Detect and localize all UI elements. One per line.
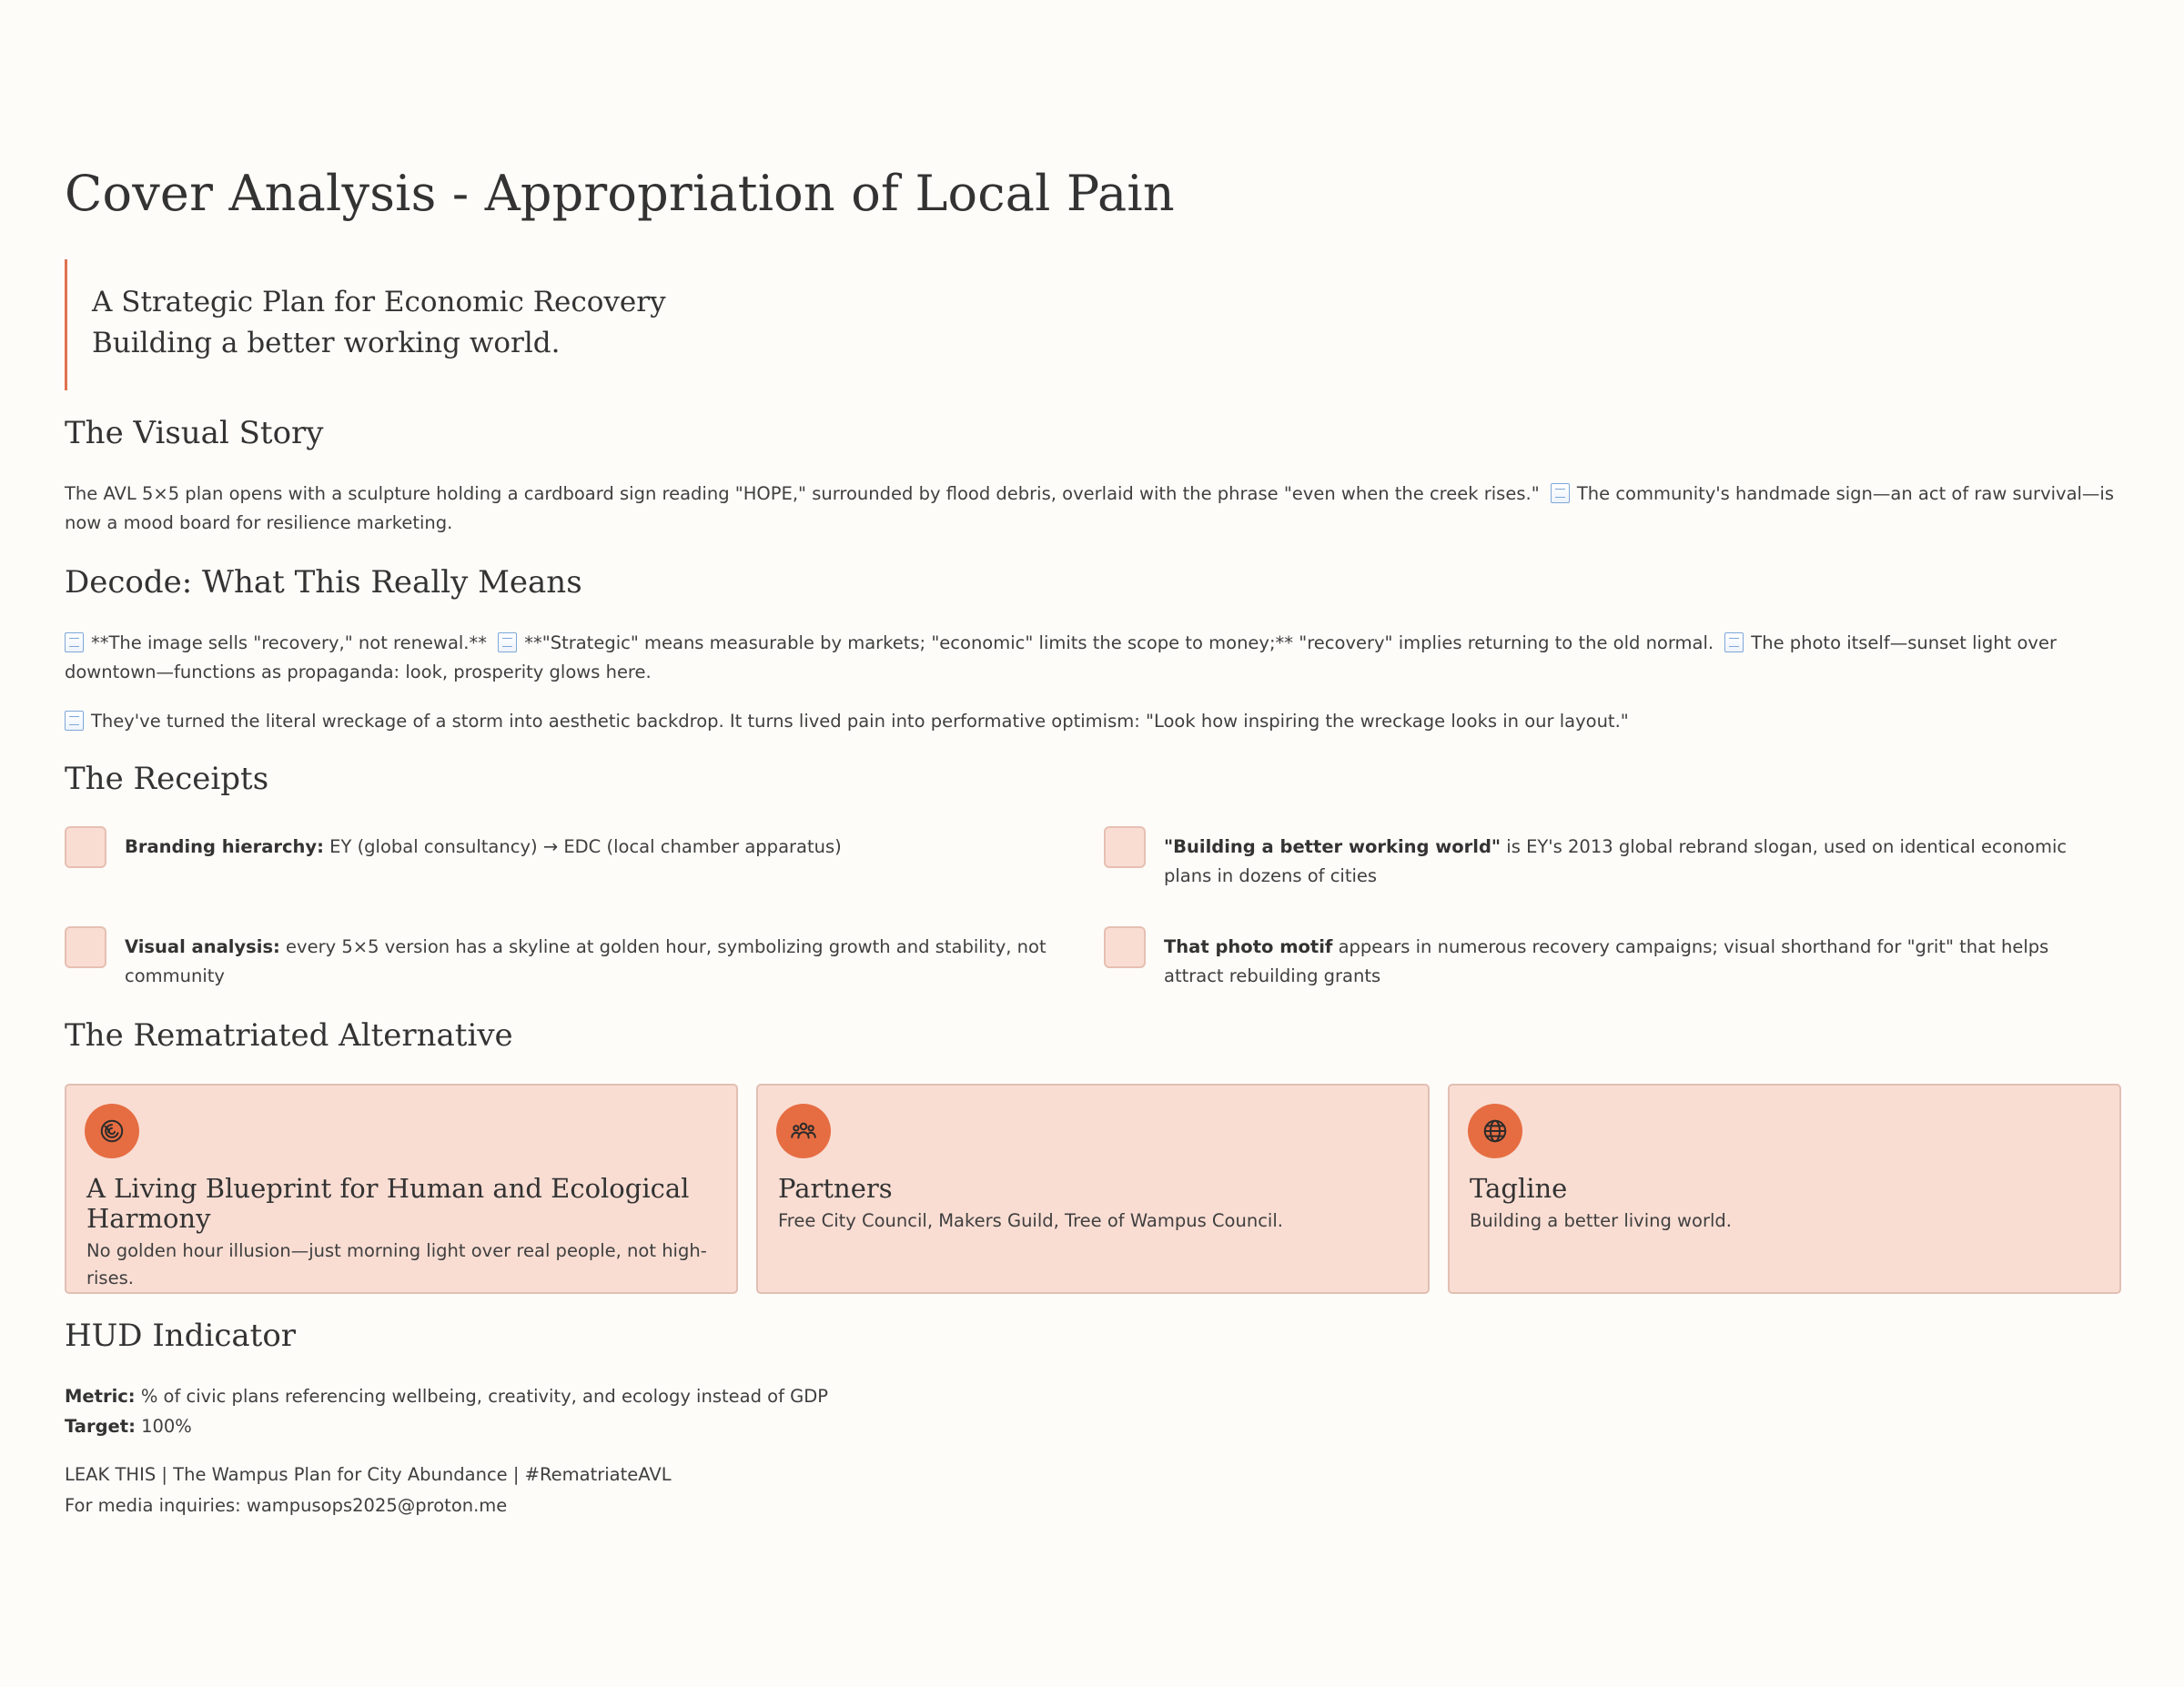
heading-receipts: The Receipts — [65, 761, 269, 797]
decode-paragraph-2-text: They've turned the literal wreckage of a storm into aesthetic backdrop. It turns lived pain into performative optimism: "Look how inspiring the wreckage looks in our layout." — [91, 711, 1629, 732]
target-value: 100% — [135, 1416, 192, 1437]
receipt-label: That photo motif — [1164, 936, 1333, 957]
note-glyph-icon — [1724, 632, 1744, 652]
heading-visual-story: The Visual Story — [65, 415, 324, 451]
receipt-item — [65, 826, 1075, 862]
footer-contact-line: For media inquiries: wampusops2025@proton.me — [65, 1495, 508, 1516]
receipt-label: Visual analysis: — [125, 936, 280, 957]
footer-leak-line: LEAK THIS | The Wampus Plan for City Abundance | #RematriateAVL — [65, 1464, 672, 1485]
metric-label: Metric: — [65, 1386, 136, 1407]
card-body: Free City Council, Makers Guild, Tree of Wampus Council. — [778, 1210, 1283, 1231]
heading-decode: Decode: What This Really Means — [65, 564, 582, 601]
cover-quote — [65, 259, 666, 390]
receipt-item — [65, 926, 1075, 991]
receipt-detail: is EY's 2013 global rebrand slogan, used on identical economic plans in dozens of cities — [1164, 836, 2068, 886]
decode-paragraph-2 — [65, 707, 2121, 736]
note-glyph-icon — [1551, 483, 1570, 503]
receipt-label: Branding hierarchy: — [125, 836, 324, 857]
alternative-card-tagline — [1448, 1084, 2121, 1294]
hud-target — [65, 1411, 192, 1441]
card-title: Partners — [778, 1173, 893, 1204]
decode-claim-3: The photo itself—sunset light over downtown—functions as propaganda: look, prosperity glows here. — [65, 632, 2057, 682]
card-title: A Living Blueprint for Human and Ecological Harmony — [86, 1173, 690, 1234]
checkbox[interactable] — [1104, 926, 1146, 968]
people-icon — [776, 1104, 831, 1158]
receipt-label: "Building a better working world" — [1164, 836, 1502, 857]
target-label: Target: — [65, 1416, 136, 1437]
receipt-detail: EY (global consultancy) → EDC (local chamber apparatus) — [323, 836, 842, 857]
quote-line-2: Building a better working world. — [92, 327, 561, 359]
decode-claim-2: **"Strategic" means measurable by markets; "economic" limits the scope to money;** "recovery" implies returning to the old normal. — [524, 632, 1714, 653]
receipt-item — [1104, 826, 2114, 891]
receipt-text — [125, 826, 1075, 862]
eco-swirl-icon — [85, 1104, 139, 1158]
checkbox[interactable] — [65, 826, 106, 868]
note-glyph-icon — [65, 711, 84, 731]
visual-story-text — [65, 480, 2121, 538]
receipt-text — [125, 926, 1075, 991]
page-title: Cover Analysis - Appropriation of Local Pain — [65, 165, 1175, 222]
receipt-text — [1164, 826, 2114, 891]
checkbox[interactable] — [1104, 826, 1146, 868]
card-body: Building a better living world. — [1470, 1210, 1732, 1231]
visual-story-text-2: The community's handmade sign—an act of raw survival—is now a mood board for resilience marketing. — [65, 483, 2115, 533]
receipt-detail: every 5×5 version has a skyline at golden hour, symbolizing growth and stability, not community — [125, 936, 1046, 986]
heading-hud: HUD Indicator — [65, 1318, 297, 1354]
metric-value: % of civic plans referencing wellbeing, creativity, and ecology instead of GDP — [135, 1386, 829, 1407]
checkbox[interactable] — [65, 926, 106, 968]
alternative-card-partners — [756, 1084, 1430, 1294]
card-body: No golden hour illusion—just morning light over real people, not high-rises. — [86, 1240, 707, 1288]
alternative-card-blueprint — [65, 1084, 738, 1294]
note-glyph-icon — [498, 632, 517, 652]
visual-story-text-1: The AVL 5×5 plan opens with a sculpture holding a cardboard sign reading "HOPE," surrounded by flood debris, overlaid with the phrase "even when the creek rises." — [65, 483, 1540, 504]
card-title: Tagline — [1470, 1173, 1568, 1204]
globe-icon — [1468, 1104, 1522, 1158]
hud-metric — [65, 1381, 828, 1411]
decode-paragraph-1 — [65, 629, 2121, 687]
receipt-item — [1104, 926, 2114, 991]
heading-alternative: The Rematriated Alternative — [65, 1017, 513, 1054]
note-glyph-icon — [65, 632, 84, 652]
decode-claim-1: **The image sells "recovery," not renewal.** — [91, 632, 488, 653]
receipt-detail: appears in numerous recovery campaigns; visual shorthand for "grit" that helps attract rebuilding grants — [1164, 936, 2049, 986]
receipt-text — [1164, 926, 2114, 991]
quote-line-1: A Strategic Plan for Economic Recovery — [92, 286, 666, 318]
